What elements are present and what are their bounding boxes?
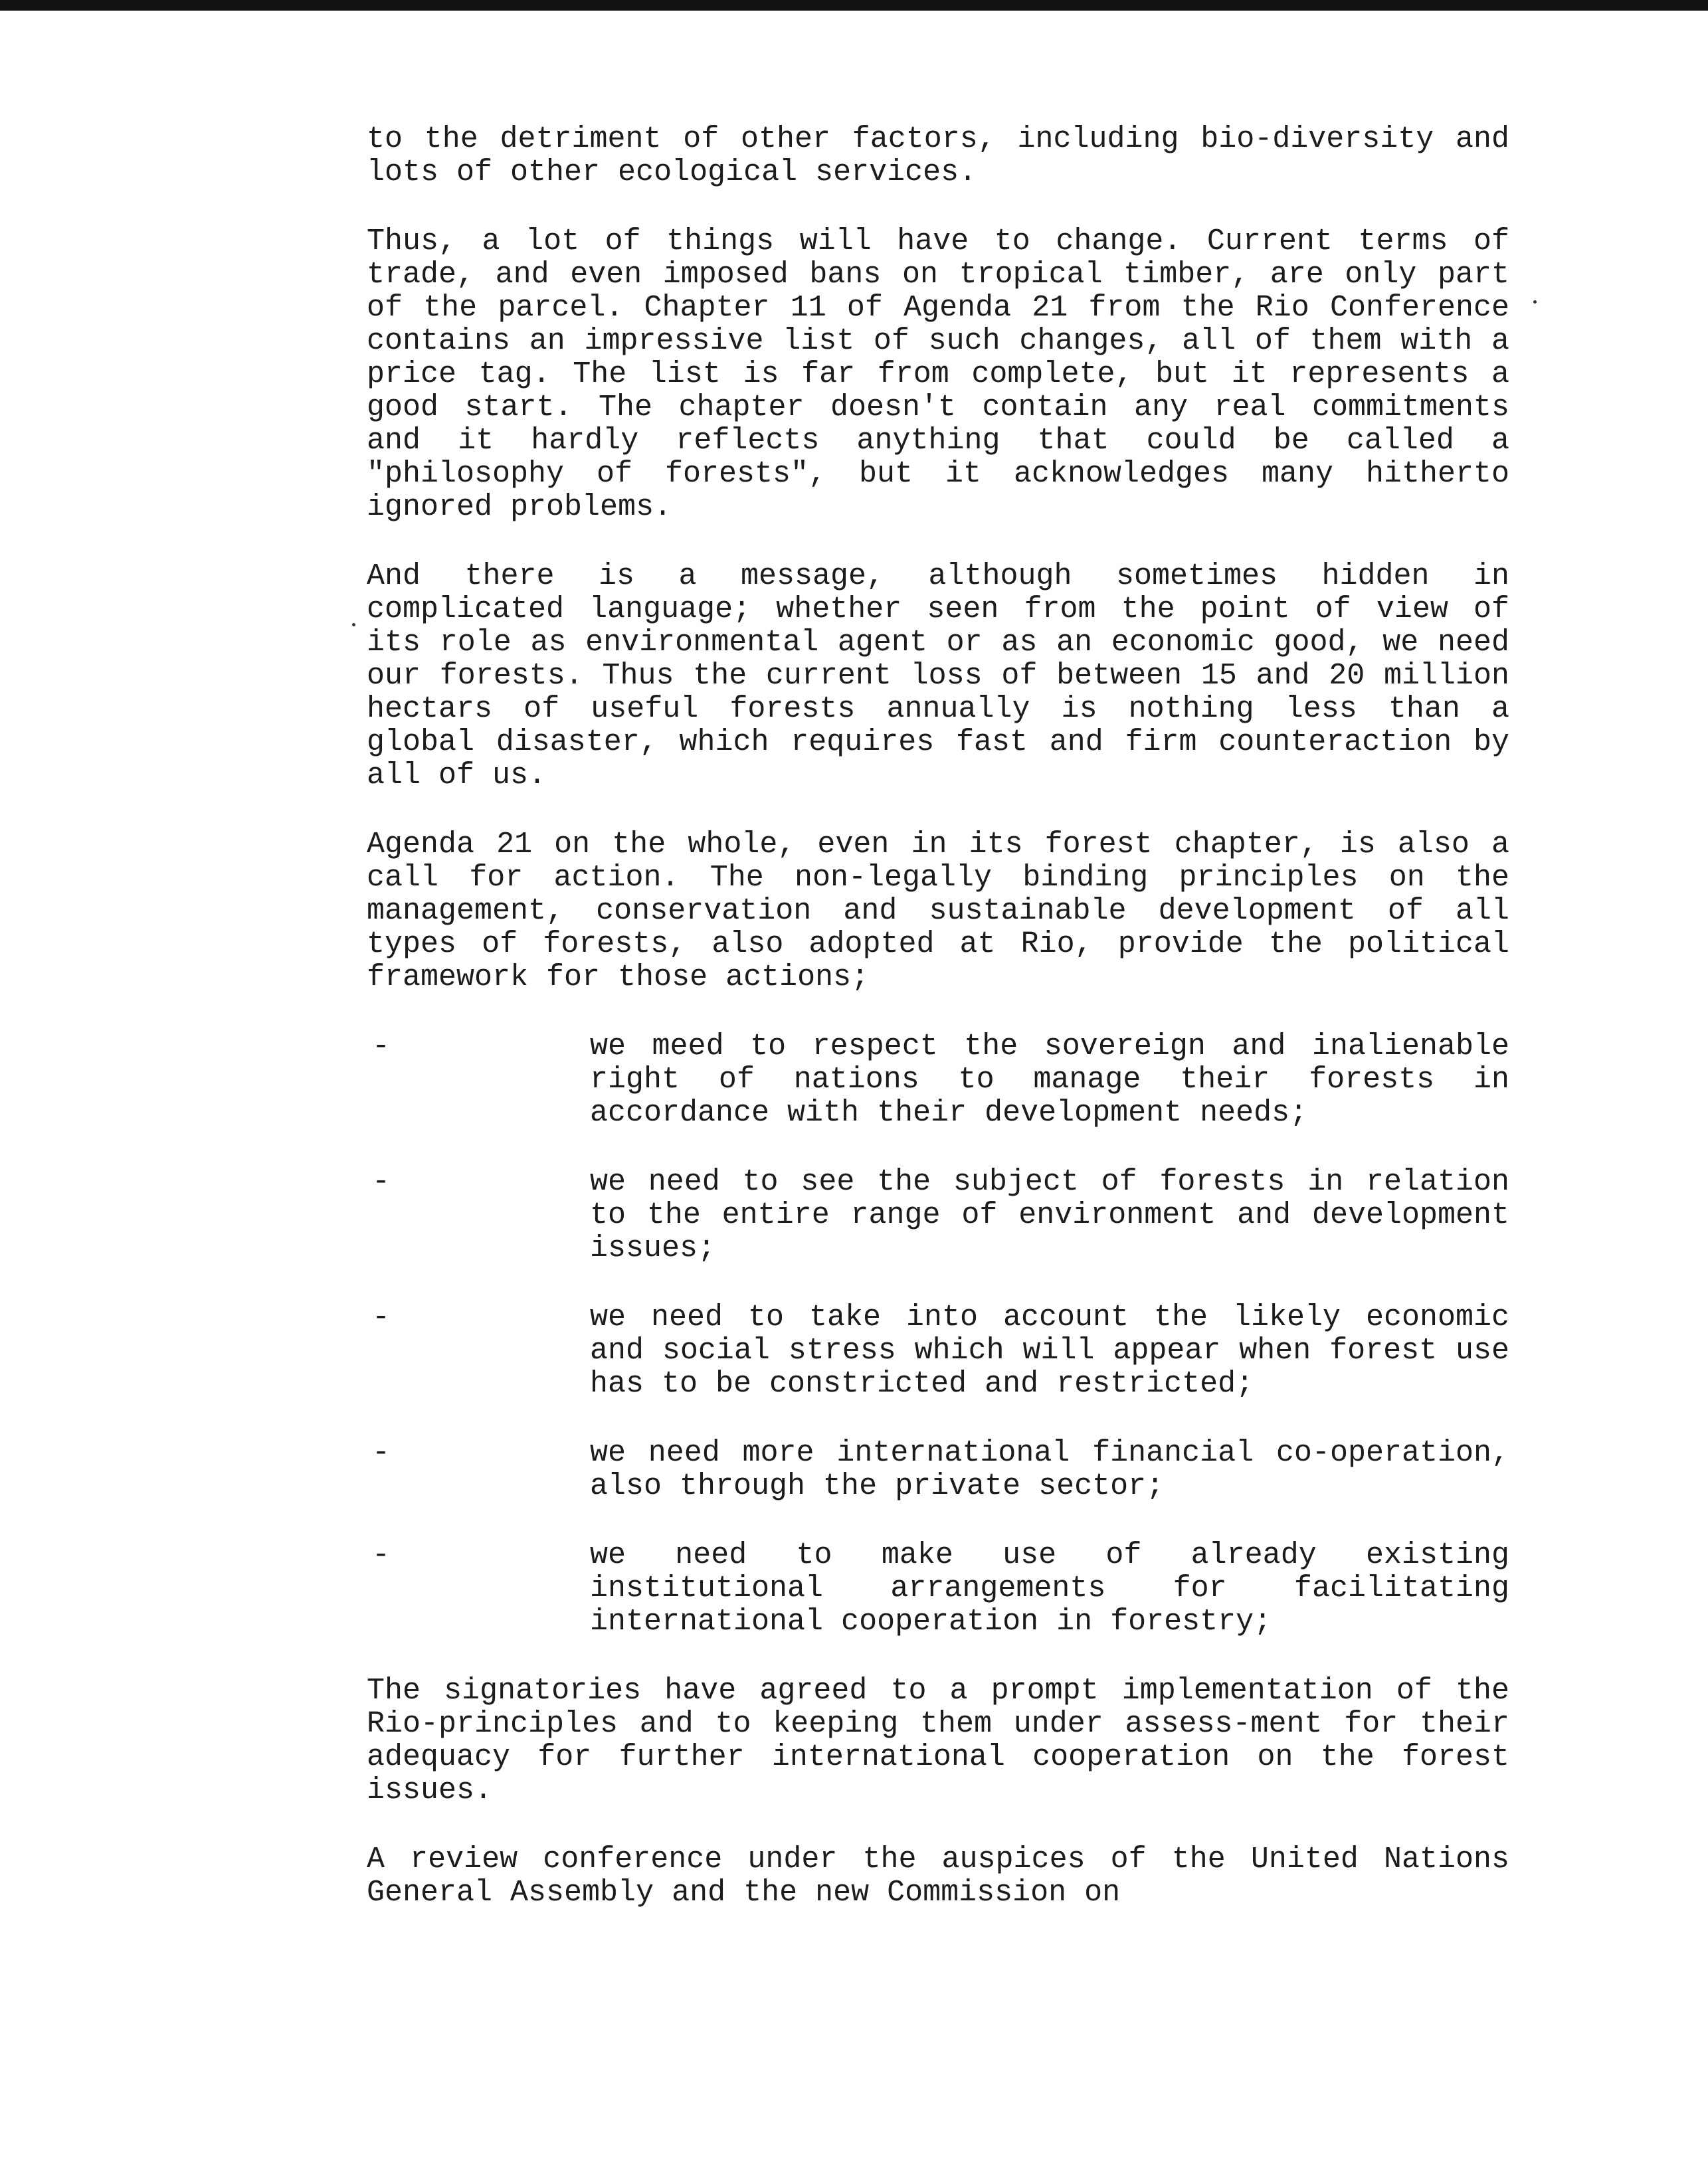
- scan-top-edge: [0, 0, 1708, 11]
- bullet-text: we need to make use of already existing institutional arrangements for facilitating international cooperation in forestry;: [590, 1538, 1509, 1639]
- bullet-item: [367, 1166, 1509, 1265]
- bullet-text: we meed to respect the sovereign and inalienable right of nations to manage their forests in accordance with their development needs;: [590, 1030, 1509, 1130]
- paragraph-review-conference: A review conference under the auspices of the United Nations General Assembly and the new Commission on: [367, 1843, 1509, 1910]
- bullet-dash: -: [372, 1436, 391, 1470]
- bullet-text: we need to take into account the likely economic and social stress which will appear when forest use has to be constricted and restricted;: [590, 1301, 1509, 1401]
- scan-speck: [352, 623, 355, 626]
- paragraph-call-for-action: Agenda 21 on the whole, even in its forest chapter, is also a call for action. The non-legally binding principles on the management, conservation and sustainable development of all types of forests, also adopted at Rio, provide the political framework for those actions;: [367, 828, 1509, 994]
- bullet-dash: -: [372, 1165, 391, 1199]
- paragraph-message: And there is a message, although sometimes hidden in complicated language; whether seen from the point of view of its role as environmental agent or as an economic good, we need our forests. Thus the current loss of between 15 and 20 million hectars of useful forests annually is nothing less than a global disaster, which requires fast and firm counteraction by all of us.: [367, 559, 1509, 792]
- paragraph-things-to-change: Thus, a lot of things will have to change. Current terms of trade, and even imposed bans on tropical timber, are only part of the parcel. Chapter 11 of Agenda 21 from the Rio Conference contains an impressive list of such changes, all of them with a price tag. The list is far from complete, but it represents a good start. The chapter doesn't contain any real commitments and it hardly reflects anything that could be called a "philosophy of forests", but it acknowledges many hitherto ignored problems.: [367, 225, 1509, 524]
- bullet-item: [367, 1539, 1509, 1639]
- bullet-item: [367, 1030, 1509, 1130]
- bullet-dash: -: [372, 1301, 391, 1334]
- bullet-text: we need more international financial co-operation, also through the private sector;: [590, 1436, 1509, 1503]
- bullet-item: [367, 1437, 1509, 1503]
- document-body: [367, 123, 1509, 1946]
- bullet-dash: -: [372, 1030, 391, 1063]
- bullet-item: [367, 1301, 1509, 1401]
- bullet-dash: -: [372, 1538, 391, 1572]
- paragraph-continuation: to the detriment of other factors, including bio-diversity and lots of other ecological services.: [367, 122, 1509, 189]
- scan-speck: [1533, 300, 1537, 304]
- bullet-text: we need to see the subject of forests in relation to the entire range of environment and development issues;: [590, 1165, 1509, 1265]
- paragraph-signatories: The signatories have agreed to a prompt implementation of the Rio-principles and to keeping them under assess-ment for their adequacy for further international cooperation on the forest issues.: [367, 1674, 1509, 1807]
